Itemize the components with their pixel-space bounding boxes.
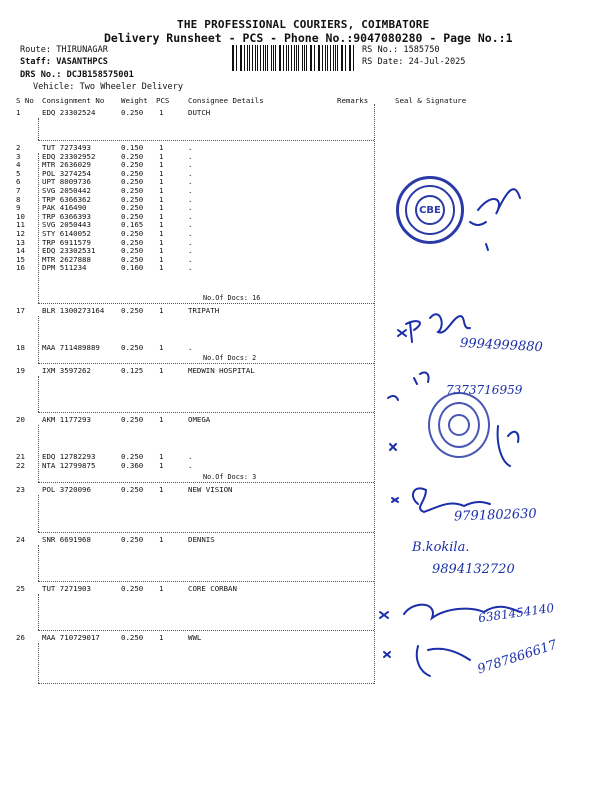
cell-consignee: .: [188, 220, 193, 230]
cell-sno: 3: [16, 151, 21, 161]
col-pcs: PCS: [156, 96, 170, 105]
cell-weight: 0.250: [121, 254, 144, 264]
cell-weight: 0.250: [121, 211, 144, 221]
cell-weight: 0.160: [121, 263, 144, 273]
company-title: THE PROFESSIONAL COURIERS, COIMBATORE: [177, 18, 430, 31]
cell-pcs: 1: [159, 306, 164, 315]
cell-sno: 26: [16, 633, 25, 642]
rs-number: RS No.: 1585750: [362, 45, 440, 55]
cell-sno: 15: [16, 254, 25, 264]
cell-consignee: .: [188, 263, 193, 273]
cell-weight: 0.250: [121, 168, 144, 178]
cell-sno: 2: [16, 143, 21, 152]
cell-consignee: DUTCH: [188, 108, 211, 117]
cell-consignment: DPM 511234: [42, 263, 87, 273]
cell-consignee: .: [188, 246, 193, 256]
handwritten-phone-26: 9787866617: [475, 637, 560, 678]
col-consignment: Consignment No: [42, 96, 105, 105]
cell-consignee: .: [188, 151, 193, 161]
docs-count: No.Of Docs: 3: [203, 473, 257, 481]
cell-pcs: 1: [159, 452, 164, 461]
cell-consignment: IXM 3597262: [42, 366, 91, 375]
handwritten-phone-24: 9894132720: [432, 562, 515, 577]
cell-weight: 0.360: [121, 460, 144, 470]
cell-consignee: .: [188, 237, 193, 247]
cell-consignment: TRP 6911579: [42, 237, 91, 247]
cell-sno: 11: [16, 220, 25, 230]
cell-weight: 0.250: [121, 151, 144, 161]
cell-consignee: .: [188, 343, 193, 352]
runsheet-subtitle: Delivery Runsheet - PCS - Phone No.:9047080280 - Page No.:1: [104, 31, 513, 45]
cell-weight: 0.250: [121, 415, 144, 424]
cell-pcs: 1: [159, 220, 164, 230]
cell-consignee: .: [188, 186, 193, 195]
cell-weight: 0.250: [121, 485, 144, 494]
col-seal-signature: Seal & Signature: [395, 96, 467, 105]
cell-weight: 0.250: [121, 237, 144, 247]
cell-consignment: TRP 6366393: [42, 211, 91, 221]
cell-consignee: NEW VISION: [188, 485, 233, 494]
cell-sno: 19: [16, 366, 25, 375]
cell-consignee: .: [188, 254, 193, 264]
cell-consignee: .: [188, 229, 193, 238]
cell-pcs: 1: [159, 143, 164, 152]
cell-consignment: MAA 711489889: [42, 343, 100, 352]
cell-consignee: TRIPATH: [188, 306, 220, 315]
drs-number: DRS No.: DCJB158575001: [20, 70, 134, 80]
company-stamp: CBE: [396, 176, 464, 244]
cell-weight: 0.250: [121, 633, 144, 642]
cell-pcs: 1: [159, 186, 164, 195]
col-weight: Weight: [121, 96, 148, 105]
cell-pcs: 1: [159, 229, 164, 238]
cell-sno: 25: [16, 584, 25, 593]
cell-pcs: 1: [159, 254, 164, 264]
cell-consignee: DENNIS: [188, 535, 215, 544]
cell-weight: 0.250: [121, 229, 144, 238]
cell-weight: 0.125: [121, 366, 144, 375]
cell-sno: 18: [16, 343, 25, 352]
cell-pcs: 1: [159, 203, 164, 213]
cell-consignee: .: [188, 460, 193, 470]
cell-pcs: 1: [159, 177, 164, 187]
cell-consignment: MAA 710729017: [42, 633, 100, 642]
cell-consignee: .: [188, 203, 193, 213]
cell-sno: 21: [16, 452, 25, 461]
cell-consignment: TUT 7273493: [42, 143, 91, 152]
cell-consignment: AKM 1177293: [42, 415, 91, 424]
cell-sno: 1: [16, 108, 21, 117]
cell-pcs: 1: [159, 108, 164, 117]
vehicle: Vehicle: Two Wheeler Delivery: [33, 82, 184, 92]
docs-count: No.Of Docs: 16: [203, 294, 261, 302]
cell-consignee: .: [188, 160, 193, 170]
docs-count: No.Of Docs: 2: [203, 354, 257, 362]
cell-consignee: .: [188, 143, 193, 152]
cell-consignee: .: [188, 194, 193, 204]
cell-pcs: 1: [159, 237, 164, 247]
cell-sno: 16: [16, 263, 25, 273]
cell-weight: 0.250: [121, 343, 144, 352]
cell-pcs: 1: [159, 460, 164, 470]
cell-consignee: .: [188, 452, 193, 461]
cell-consignment: PAK 416490: [42, 203, 87, 213]
cell-sno: 10: [16, 211, 25, 221]
cell-pcs: 1: [159, 151, 164, 161]
cell-pcs: 1: [159, 263, 164, 273]
cell-consignment: SVG 2050442: [42, 186, 91, 195]
cell-weight: 0.250: [121, 452, 144, 461]
cell-weight: 0.150: [121, 143, 144, 152]
col-consignee: Consignee Details: [188, 96, 264, 105]
cell-consignee: CORE CORBAN: [188, 584, 237, 593]
cell-weight: 0.165: [121, 220, 144, 230]
cell-consignment: EDQ 12782293: [42, 452, 96, 461]
cell-pcs: 1: [159, 485, 164, 494]
cell-weight: 0.250: [121, 246, 144, 256]
cell-consignment: NTA 12799875: [42, 460, 96, 470]
cell-sno: 23: [16, 485, 25, 494]
cell-pcs: 1: [159, 211, 164, 221]
cell-pcs: 1: [159, 343, 164, 352]
handwritten-phone-23: 9791802630: [453, 506, 537, 525]
cell-consignment: EDQ 23302524: [42, 108, 96, 117]
rs-date: RS Date: 24-Jul-2025: [362, 57, 466, 67]
cell-consignee: OMEGA: [188, 415, 211, 424]
cell-pcs: 1: [159, 415, 164, 424]
cell-weight: 0.250: [121, 108, 144, 117]
cell-pcs: 1: [159, 168, 164, 178]
cell-sno: 5: [16, 168, 21, 178]
cell-weight: 0.250: [121, 306, 144, 315]
cell-consignment: TRP 6366362: [42, 194, 91, 204]
handwritten-name-24: B.kokila.: [412, 540, 470, 555]
cell-consignment: SNR 6691968: [42, 535, 91, 544]
cell-consignee: MEDWIN HOSPITAL: [188, 366, 255, 375]
cell-sno: 8: [16, 194, 21, 204]
cell-consignment: UPT 8009736: [42, 177, 91, 187]
cell-consignment: POL 3720096: [42, 485, 91, 494]
staff: Staff: VASANTHPCS: [20, 57, 108, 67]
cell-sno: 13: [16, 237, 25, 247]
cell-consignment: MTR 2636029: [42, 160, 91, 170]
cell-pcs: 1: [159, 633, 164, 642]
cell-sno: 22: [16, 460, 25, 470]
cell-pcs: 1: [159, 194, 164, 204]
cell-weight: 0.250: [121, 584, 144, 593]
cell-consignment: EDQ 23302531: [42, 246, 96, 256]
cell-consignment: SVG 2050443: [42, 220, 91, 230]
cell-weight: 0.250: [121, 194, 144, 204]
cell-sno: 12: [16, 229, 25, 238]
route: Route: THIRUNAGAR: [20, 45, 108, 55]
handwritten-phone-19: 7373716959: [446, 383, 523, 397]
cell-weight: 0.250: [121, 186, 144, 195]
cell-weight: 0.250: [121, 177, 144, 187]
cell-sno: 7: [16, 186, 21, 195]
cell-sno: 20: [16, 415, 25, 424]
cell-consignee: .: [188, 211, 193, 221]
cell-consignment: TUT 7271903: [42, 584, 91, 593]
cell-consignment: MTR 2627888: [42, 254, 91, 264]
cell-pcs: 1: [159, 535, 164, 544]
cell-weight: 0.250: [121, 160, 144, 170]
cell-pcs: 1: [159, 366, 164, 375]
cell-sno: 14: [16, 246, 25, 256]
cell-weight: 0.250: [121, 535, 144, 544]
cell-sno: 17: [16, 306, 25, 315]
cell-consignment: EDQ 23302952: [42, 151, 96, 161]
cell-pcs: 1: [159, 584, 164, 593]
col-sno: S No: [16, 96, 34, 105]
cell-pcs: 1: [159, 160, 164, 170]
handwritten-phone-17: 9994999880: [459, 335, 544, 356]
cell-sno: 6: [16, 177, 21, 187]
cell-sno: 9: [16, 203, 21, 213]
cell-consignment: STY 6140052: [42, 229, 91, 238]
cell-consignee: .: [188, 168, 193, 178]
cell-consignee: WWL: [188, 633, 202, 642]
cell-consignment: BLR 1300273164: [42, 306, 105, 315]
cell-consignment: POL 3274254: [42, 168, 91, 178]
cell-sno: 4: [16, 160, 21, 170]
cell-sno: 24: [16, 535, 25, 544]
cell-weight: 0.250: [121, 203, 144, 213]
cell-consignee: .: [188, 177, 193, 187]
cell-pcs: 1: [159, 246, 164, 256]
handwritten-phone-25: 6381454140: [477, 600, 555, 626]
col-remarks: Remarks: [337, 96, 369, 105]
